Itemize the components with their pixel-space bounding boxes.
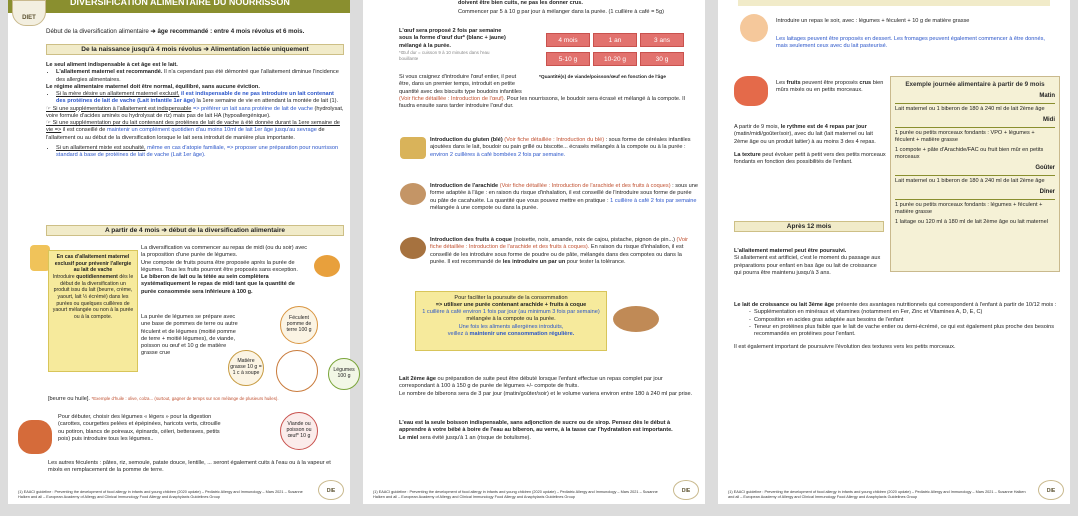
vegetables-icon — [18, 420, 52, 454]
example-day-box: Exemple journée alimentaire à partir de 9 mois Matin Lait maternel ou 1 biberon de 180 à 240 ml de lait 2ème âge Midi 1 purée ou petits morceaux fondants : VPO + légumes + féculent + matière grasse 1 compote + pâte d'Arachide/FAC ou fruit bien mûr en petits morceaux Goûter Lait maternel ou 1 biberon de 180 à 240 ml de lait 2ème âge Dîner 1 purée ou petits morceaux fondants : légumes + féculent + matière grasse 1 laitage ou 120 ml à 180 ml de lait 2ème âge ou lait maternel — [890, 76, 1060, 272]
milk-bottle-icon — [30, 245, 50, 271]
top-bar — [738, 0, 1050, 6]
circle-viande: Viande ou poisson ou œuf* 10 g — [280, 412, 318, 450]
feculents-text: Les autres féculents : pâtes, riz, semoule, patate douce, lentille, ... seront également cuits à l'eau ou à la vapeur et mixés en remplacement de la pomme de terre. — [48, 460, 331, 474]
meat-note-1: doivent être bien cuits, ne pas les donner crus. — [458, 0, 583, 6]
nuts-text: Introduction des fruits à coque (noisette, noix, amande, noix de cajou, pistache, pignon de pin...) (Voir fiche détaillée : Introduction de l'arachide et des fruits à coques). En raison du risque d'inhalation, il est conseillé de les introduire sous forme de poudre ou de pâte, mélangés dans des compotes ou dans la purée. Il est recommandé de les introduire un par un pour tester la tolérance. — [430, 237, 689, 265]
page-banner: DIVERSIFICATION ALIMENTAIRE DU NOURRISSON — [8, 0, 350, 13]
oil-text: [beurre ou huile]. *Exemple d'huile : olive, colza... (surtout, gagner de temps sur son mélange de plusieurs huiles). — [48, 396, 279, 402]
peanut-icon — [400, 183, 426, 205]
page-2 — [363, 0, 705, 504]
continuation-box: Pour faciliter la poursuite de la consommation => utiliser une purée contenant arachide + fruits à coque 1 cuillère à café environ 1 fois par jour (au minimum 3 fois par semaine) mélangée à la compote ou la purée. Une fois les aliments allergènes introduits, veillez à maintenir une consommation régulière. — [415, 291, 607, 351]
spoon-paste-icon — [613, 306, 659, 332]
dairy-text: Les laitages peuvent être proposés en dessert. Les fromages peuvent également commencer à être donnés, mais seulement ceux avec du lait pasteurisé. — [776, 36, 1045, 50]
diet-logo: DIET — [12, 0, 46, 26]
page-logo: DIE — [318, 480, 344, 500]
growth-milk-text: Le lait de croissance ou lait 3ème âge présente des avantages nutritionnels qui correspondent à l'enfant à partir de 10/12 mois : - Supplémentation en minéraux et vitamines (notamment en Fer, Zinc et Vitamines A, D, E, C) - Composition en acides gras adaptée aux besoins de l'enfant - Teneur en protéines plus faible que le lait de vache entier ou demi-écrémé, ce qui est également plus proche des besoins recommandés en protéines pour l'enfant. Il est également important de poursuivre l'évolution des textures vers les petits morceaux. — [734, 302, 1060, 352]
baby-icon — [740, 14, 768, 42]
breastfeeding-box: En cas d'allaitement maternel exclusif pour prévenir l'allergie au lait de vache Introduire quotidiennement dès le début de la diversification un produit issu du lait (beurre, crème, yaourt, lait ½ écrémé) dans les purées ou quelques cuillères de yaourt mélangée ou non à la purée ou à la compote. — [48, 250, 138, 372]
egg-intro-text: Si vous craignez d'introduire l'œuf entier, il peut être, dans un premier temps, introduit en petite quantité avec des biscuits type boudoirs infantiles (Voir fiche détaillée : Introduction de l'œuf). Pour les nourrissons, le boudoir sera écrasé et mélangé à la compote. Il faudra ensuite sans tarder introduire l'œuf dur. — [399, 74, 685, 110]
tile-age-3-ans: 3 ans — [640, 33, 684, 47]
after-12-text: L'allaitement maternel peut être poursuivi. Si allaitement est artificiel, c'est le moment du passage aux préparations pour enfant en bas âge ou lait de croissance qui pourra être maintenu jusqu'à 3 ans. — [734, 248, 881, 276]
page-1 — [8, 0, 355, 504]
nuts-icon — [400, 237, 426, 259]
water-text: L'eau est la seule boisson indispensable, sans adjonction de sucre ou de sirop. Pensez dès le début à apprendre à votre bébé à boire de l'eau au biberon, au verre, à la tasse car l'hydratation est importante. Le miel sera évité jusqu'à 1 an (risque de botulisme). — [399, 420, 673, 441]
intro-line: Début de la diversification alimentaire ➔ âge recommandé : entre 4 mois révolus et 6 mois. — [46, 28, 305, 35]
egg-text: L'œuf sera proposé 2 fois par semaine sous la forme d'œuf dur* (blanc + jaune) mélangé à la purée. *Œuf dur = cuisson 9 à 10 minutes dans l'eau bouillante — [399, 28, 506, 61]
dinner-text: Introduire un repas le soir, avec : légumes + féculent + 10 g de matière grasse — [776, 18, 970, 24]
circle-plate — [276, 350, 318, 392]
fruits-icon — [734, 76, 768, 106]
puree-bowl-icon — [314, 255, 340, 277]
lait-2eme-age-text: Lait 2ème âge ou préparation de suite peut être débuté lorsque l'enfant effectue un repas complet par jour correspondant à 100 à 150 g de purée de légumes +/- compote de fruits. Le nombre de biberons sera de 3 par jour (matin/goûter/soir) et le volume variera environ entre 180 à 240 ml par prise. — [399, 376, 693, 397]
footer-reference: (1) EAACI guideline : Preventing the development of food allergy in infants and young children (2020 update) – Pediatric Allergy and Immunology – Mars 2021 – Susanne Halken and all – European Academy of Allergy and Clinical Immunology Food Allergy and Anaphylaxis Guidelines Group — [728, 490, 1026, 500]
diversification-text: La diversification va commencer au repas de midi (ou du soir) avec la proposition d'une purée de légumes. Une compote de fruits pourra être proposée après la purée de légumes. Tous les fruits pourront être proposés sans exception. Le biberon de lait ou la tétée au sein complètera systématiquement le repas de midi tant que la quantité de purée consommée sera inférieure à 100 g. — [141, 245, 308, 295]
gluten-text: Introduction du gluten (blé) (Voir fiche détaillée : Introduction du blé) : sous forme de céréales infantiles ajoutées dans le lait, boudoir ou pain grillé ou biscotte... écrasés mélangés à la compote ou à la purée : environ 2 cuillères à café bombées 2 fois par semaine. — [430, 137, 691, 158]
circle-feculent: Féculent pomme de terre 100 g — [280, 306, 318, 344]
nine-months-text: A partir de 9 mois, le rythme est de 4 repas par jour (matin/midi/goûter/soir), avec du lait (lait maternel ou lait 2ème âge ou un produit laitier) à au moins 3 des 4 repas. La texture peut évoluer petit à petit vers des petits morceaux fondants en fonction des possibilités de l'enfant. — [734, 124, 886, 166]
tile-age-4-mois: 4 mois — [546, 33, 590, 47]
footer-reference: (1) EAACI guideline : Preventing the development of food allergy in infants and young children (2020 update) – Pediatric Allergy and Immunology – Mars 2021 – Susanne Halken and all – European Academy of Allergy and Clinical Immunology Food Allergy and Anaphylaxis Guidelines Group — [373, 490, 658, 500]
tile-age-1-an: 1 an — [593, 33, 637, 47]
section-1-bar: De la naissance jusqu'à 4 mois révolus ➔ Alimentation lactée uniquement — [46, 44, 344, 55]
legumes-text: Pour débuter, choisir des légumes « légers » pour la digestion (carottes, courgettes pelées et épépinées, haricots verts, citrouille ou potiron, blancs de poireaux, épinards, céleri, betteraves, petits pois) puis introduire tous les légumes.. — [58, 414, 221, 442]
tile-qty-5-10: 5-10 g — [546, 52, 590, 66]
twelve-months-bar: Après 12 mois — [734, 221, 884, 232]
section-2-bar: A partir de 4 mois ➔ début de la diversification alimentaire — [46, 225, 344, 236]
page-logo: DIE — [1038, 480, 1064, 500]
tile-qty-10-20: 10-20 g — [593, 52, 637, 66]
circle-matiere-grasse: Matière grasse 10 g = 1 c à soupe — [228, 350, 264, 386]
page-3 — [718, 0, 1070, 504]
circle-legumes: Légumes 100 g — [328, 358, 360, 390]
wheat-icon — [400, 137, 426, 159]
meat-note-2: Commencer par 5 à 10 g par jour à mélanger dans la purée. (1 cuillère à café = 5g) — [458, 9, 664, 15]
section-1-body: Le seul aliment indispensable à cet âge est le lait. • L'allaitement maternel est recommandé. Il n'a cependant pas été démontré que l'allaitement diminue l'incidence des allergies alimentaires. Le régime alimentaire maternel doit être normal, équilibré, sans aucune éviction. • Si la mère désire un allaitement maternel exclusif, il est indispensable de ne pas introduire un lait contenant des protéines de lait de vache (Lait infantile 1er âge) la 1ere semaine de vie en attendant la montée de lait (1). ☞ Si une supplémentation à l'allaitement est indispensable => préférer un lait sans protéine de lait de vache (hydrolysat, voire formule d'acides aminés ou hydrolysat de riz) mais pas de lait HA (hypoallergénique). ☞ Si une supplémentation par du lait contenant des protéines de lait de vache à été donnée durant la 1ere semaine de vie => il est conseillé de maintenir un complément quotidien d'au moins 10ml de lait 1er âge jusqu'au sevrage de l'allaitement ou au début de la diversification lorsque le lait sera introduit de manière plus importante. • Si un allaitement mixte est souhaité, même en cas d'atopie familiale, => proposer une préparation pour nourrisson standard à base de protéines de lait de vache (Lait 1er âge). — [46, 62, 344, 159]
fruits-text: Les fruits peuvent être proposés crus bien mûrs mixés ou en petits morceaux. — [776, 80, 884, 94]
peanut-text: Introduction de l'arachide (Voir fiche détaillée : Introduction de l'arachide et des fruits à coques) : sous une forme adaptée à l'âge : en raison du risque d'inhalation, il est conseillé de l'introduire sous forme de purée ou pâte de cacahuète. La quantité que vous pouvez mettre en pratique : 1 cuillère à café 2 fois par semaine mélangée à une compote ou dans la purée. — [430, 183, 698, 211]
footer-reference: (1) EAACI guideline : Preventing the development of food allergy in infants and young children (2020 update) – Pediatric Allergy and Immunology – Mars 2021 – Susanne Halken and all – European Academy of Allergy and Clinical Immunology Food Allergy and Anaphylaxis Guidelines Group — [18, 490, 303, 500]
tiles-caption: *Quantité(s) de viande/poisson/œuf en fonction de l'âge — [539, 75, 666, 80]
tile-qty-30: 30 g — [640, 52, 684, 66]
puree-text: La purée de légumes se prépare avec une base de pommes de terre ou autre féculent et de légumes (moitié pomme de terre + moitié légumes), de viande, poisson ou œuf et 10 g de matière grasse crue — [141, 314, 238, 357]
page-logo: DIE — [673, 480, 699, 500]
